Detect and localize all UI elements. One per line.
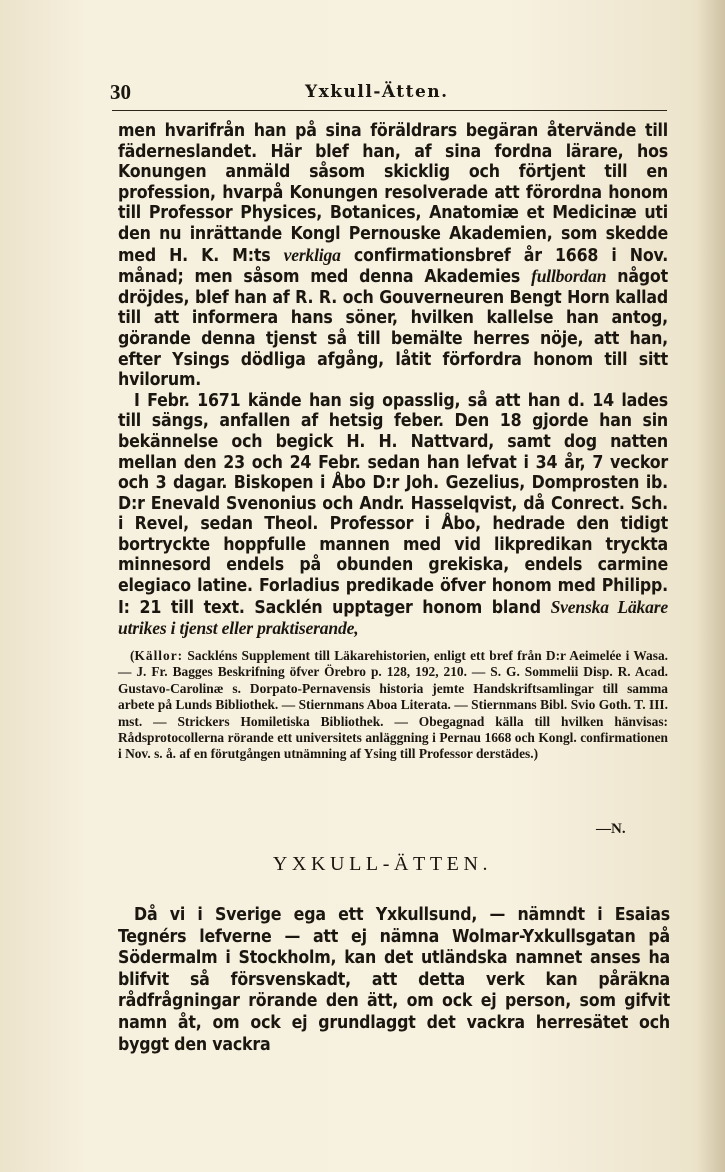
running-head-title: Yxkull-Ätten. <box>305 82 449 102</box>
paragraph: men hvarifrån han på sina föräldrars begäran återvände till fäderneslandet. Här blef han, af sina fordna lärare, hos Konungen anmäld såsom skicklig och förtjent till en profession, hvarpå Konungen resolverade att förordna honom till Professor Physices, Botanices, Anatomiæ et Medicinæ uti den nu inrättande Kongl Pernouske Akademien, som skedde med H. K. M:ts verkliga confirmationsbref år 1668 i Nov. månad; men såsom med denna Akademies fullbordan något dröjdes, blef han af R. R. och Gouverneuren Bengt Horn kallad till att informera hans söner, hvilken kallelse han antog, görande denna tjenst så till bemälte herres nöje, att han, efter Ysings dödliga afgång, låtit förfordra honom till sitt hvilorum. <box>118 121 669 391</box>
italic-text: verkliga <box>283 244 341 265</box>
paragraph: Då vi i Sverige ega ett Yxkullsund, — nämndt i Esaias Tegnérs lefverne — att ej nämna Wolmar-Yxkullsgatan på Södermalm i Stockholm, kan det utländska namnet anses ha blifvit så försvenskadt, att detta verk kan påräkna rådfrågningar rörande den ätt, om ock ej person, som gifvit namn åt, om ock ej grundlaggt det vackra herresätet och byggt den vackra <box>118 905 670 1055</box>
italic-text: fullbordan <box>531 266 607 287</box>
sources-label: Källor: <box>134 648 184 663</box>
page-edge-shadow <box>697 0 725 1172</box>
section-title: YXKULL-ÄTTEN. <box>272 853 493 875</box>
paragraph: I Febr. 1671 kände han sig opasslig, så att han d. 14 lades till sängs, anfallen af hetsig feber. Den 18 gjorde han sin bekännelse och begick H. H. Nattvard, samt dog natten mellan den 23 och 24 Febr. sedan han lefvat i 34 år, 7 veckor och 3 dagar. Biskopen i Åbo D:r Joh. Gezelius, Domprosten ib. D:r Enevald Svenonius och Andr. Hasselqvist, då Conrect. Sch. i Revel, sedan Theol. Professor i Åbo, hedrade den tidigt bortryckte hoppfulle mannen med vid likpredikan tryckta minnesord endels på obunden grekiska, endels carmine elegiaco latine. Forladius predikade öfver honom med Philipp. I: 21 till text. Sacklén upptager honom bland Svenska Läkare utrikes i tjenst eller praktiserande, <box>118 390 668 639</box>
author-signature: —N. <box>596 821 626 837</box>
sources-note: (Källor: Sackléns Supplement till Läkarehistorien, enligt ett bref från D:r Aeimelée i Wasa. — J. Fr. Bagges Beskrifning öfver Örebro p. 128, 192, 210. — S. G. Sommelii Disp. R. Acad. Gustavo-Carolinæ s. Dorpato-Pernavensis historia jemte Handskriftsamlingar till samma arbete på Lunds Bibliothek. — Stiernmans Aboa Literata. — Stiernmans Bibl. Svio Goth. T. III. mst. — Strickers Homiletiska Bibliothek. — Obegagnad källa till hvilken hänvisas: Rådsprotocollerna rörande ett universitets anläggning i Pernau 1668 och Kongl. confirmationen i Nov. s. å. af en förutgången utnämning af Ysing till Professor derstädes.) <box>118 648 668 762</box>
sources-text: Sackléns Supplement till Läkarehistorien, enligt ett bref från D:r Aeimelée i Wasa. — J. Fr. Bagges Beskrifning öfver Örebro p. 128, 192, 210. — S. G. Sommelii Disp. R. Acad. Gustavo-Carolinæ s. Dorpato-Pernavensis historia jemte Handskriftsamlingar till samma arbete på Lunds Bibliothek. — Stiernmans Aboa Literata. — Stiernmans Bibl. Svio Goth. T. III. mst. — Strickers Homiletiska Bibliothek. — Obegagnad källa till hvilken hänvisas: Rådsprotocollerna rörande ett universitets anläggning i Pernau 1668 och Kongl. confirmationen i Nov. s. å. af en förutgången utnämning af Ysing till Professor derstädes.) <box>118 648 668 762</box>
biography-text <box>118 121 668 640</box>
section-text <box>118 905 670 1056</box>
header-rule <box>112 110 667 111</box>
italic-text: Svenska Läkare utrikes i tjenst eller praktiserande, <box>118 596 668 639</box>
page-number: 30 <box>110 80 131 104</box>
running-head <box>110 80 670 110</box>
